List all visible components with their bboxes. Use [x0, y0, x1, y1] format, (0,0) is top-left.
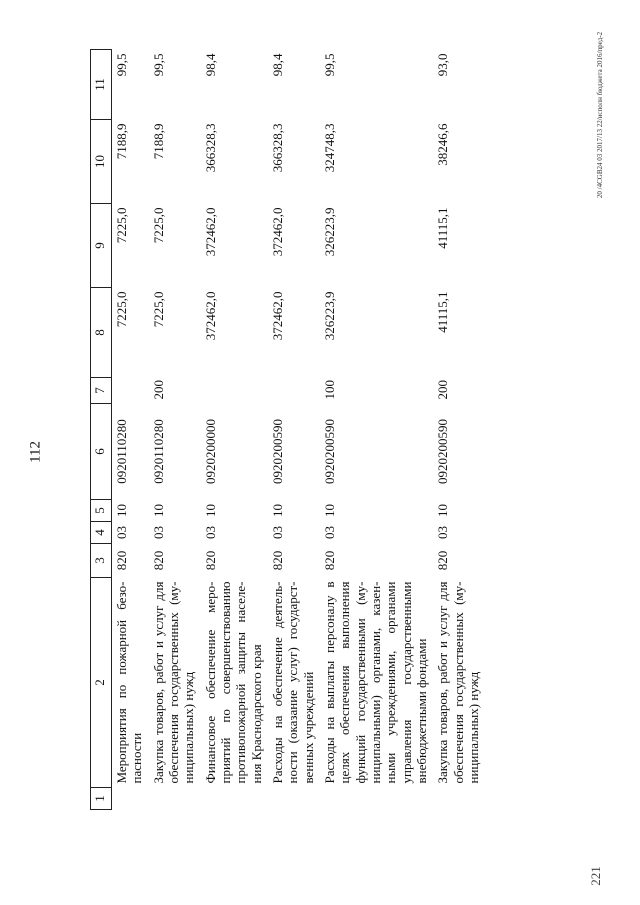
- column-number: 3: [91, 544, 112, 578]
- subsection-code: 10: [150, 504, 166, 517]
- value-col-9: 372462,0: [202, 207, 218, 257]
- value-col-9: 7225,0: [114, 207, 129, 244]
- column-number: 5: [91, 500, 112, 522]
- expense-type-code: 100: [321, 380, 337, 400]
- section-code: 03: [321, 526, 337, 539]
- sheet-number: 221: [588, 866, 603, 886]
- row-index-cell: [112, 788, 149, 810]
- value-col-8: 372462,0: [202, 291, 218, 341]
- expense-type-code: [201, 378, 268, 404]
- table-row: [268, 50, 320, 810]
- section-code: 03: [435, 526, 451, 539]
- percent-col-11: 99,5: [321, 53, 337, 77]
- target-article-code: 0920110280: [114, 419, 129, 484]
- row-index-cell: [149, 788, 201, 810]
- budget-table-rotated: [90, 50, 520, 810]
- column-number: 2: [91, 578, 112, 788]
- section-code: 03: [202, 526, 218, 539]
- table-row: [320, 50, 433, 810]
- ministry-code: 820: [269, 550, 285, 571]
- table-row: [149, 50, 201, 810]
- ministry-code: 820: [321, 550, 337, 571]
- column-number: 11: [91, 50, 112, 120]
- expense-name: Закупка товаров, работ и услуг для обеспечения государственных (му-ниципальных) нужд: [150, 581, 197, 784]
- value-col-8: 7225,0: [114, 291, 129, 328]
- percent-col-11: 93,0: [435, 53, 451, 77]
- page-number: 112: [27, 441, 44, 463]
- budget-table: [90, 49, 485, 810]
- table-row: [433, 50, 485, 810]
- expense-type-code: 200: [435, 380, 451, 400]
- section-code: 03: [269, 526, 285, 539]
- section-code: 03: [150, 526, 166, 539]
- column-number: 1: [91, 788, 112, 810]
- value-col-8: 326223,9: [321, 291, 337, 341]
- expense-name: Финансовое обеспечение меро-приятий по совершенствованию противопожарной защиты населе-ния Краснодарского края: [202, 581, 264, 784]
- value-col-9: 326223,9: [321, 207, 337, 257]
- value-col-10: 366328,3: [202, 123, 218, 173]
- percent-col-11: 99,5: [114, 53, 129, 77]
- subsection-code: 10: [435, 504, 451, 517]
- subsection-code: 10: [321, 504, 337, 517]
- percent-col-11: 99,5: [150, 53, 166, 77]
- footer-code: 20 /4CGB24 03 2017/13 22/исполн бюджета 2016/пред-2: [596, 31, 604, 199]
- ministry-code: 820: [150, 550, 166, 571]
- value-col-9: 7225,0: [150, 207, 166, 244]
- expense-type-code: [112, 378, 149, 404]
- ministry-code: 820: [435, 550, 451, 571]
- table-row: [112, 50, 149, 810]
- expense-name: Закупка товаров, работ и услуг для обеспечения государственных (му-ниципальных) нужд: [435, 581, 481, 784]
- expense-name: Мероприятия по пожарной безо-пасности: [114, 581, 145, 784]
- row-index-cell: [201, 788, 268, 810]
- column-number: 10: [91, 120, 112, 204]
- value-col-8: 7225,0: [150, 291, 166, 328]
- column-number: 8: [91, 288, 112, 378]
- row-index-cell: [433, 788, 485, 810]
- value-col-10: 366328,3: [269, 123, 285, 173]
- expense-name: Расходы на выплаты персоналу в целях обеспечения выполнения функций государственными (му-ниципальными) органами, казен-ными учреждениями, органами управления государственными внебюджетными фондами: [321, 581, 429, 784]
- column-number: 7: [91, 378, 112, 404]
- percent-col-11: 98,4: [202, 53, 218, 77]
- target-article-code: 0920200590: [269, 419, 285, 484]
- subsection-code: 10: [269, 504, 285, 517]
- value-col-8: 372462,0: [269, 291, 285, 341]
- row-index-cell: [320, 788, 433, 810]
- table-row: [201, 50, 268, 810]
- expense-type-code: 200: [150, 380, 166, 400]
- column-number-row: [91, 50, 112, 810]
- value-col-10: 7188,9: [150, 123, 166, 160]
- value-col-9: 41115,1: [435, 207, 451, 249]
- target-article-code: 0920200590: [435, 419, 451, 484]
- section-code: 03: [114, 526, 129, 539]
- expense-name: Расходы на обеспечение деятель-ности (оказание услуг) государст-венных учреждений: [269, 581, 316, 784]
- value-col-10: 7188,9: [114, 123, 129, 160]
- row-index-cell: [268, 788, 320, 810]
- subsection-code: 10: [202, 504, 218, 517]
- target-article-code: 0920200590: [321, 419, 337, 484]
- ministry-code: 820: [114, 550, 129, 571]
- value-col-10: 324748,3: [321, 123, 337, 173]
- value-col-9: 372462,0: [269, 207, 285, 257]
- expense-type-code: [268, 378, 320, 404]
- column-number: 9: [91, 204, 112, 288]
- percent-col-11: 98,4: [269, 53, 285, 77]
- value-col-8: 41115,1: [435, 291, 451, 333]
- subsection-code: 10: [114, 504, 129, 517]
- target-article-code: 0920200000: [202, 419, 218, 484]
- value-col-10: 38246,6: [435, 123, 451, 166]
- column-number: 4: [91, 522, 112, 544]
- ministry-code: 820: [202, 550, 218, 571]
- column-number: 6: [91, 404, 112, 500]
- target-article-code: 0920110280: [150, 419, 166, 484]
